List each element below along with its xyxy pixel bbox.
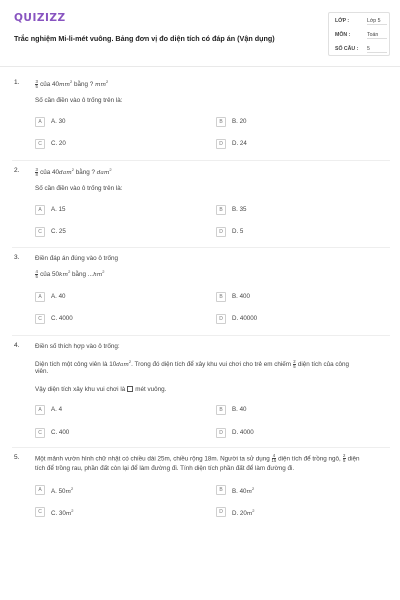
meta-subject — [335, 32, 387, 41]
question-subtext: Số cần điền vào ô trống trên là: — [35, 97, 123, 104]
fraction: $\frac{3}{5}$ — [35, 78, 38, 89]
meta-label: MÔN : — [335, 32, 351, 38]
option-c[interactable]: C C. $30m^2$ — [35, 507, 185, 517]
question-divider — [12, 335, 390, 336]
meta-class — [335, 18, 387, 27]
option-d[interactable]: D D. $20m^2$ — [216, 507, 366, 517]
option-a[interactable]: A A. 4 — [35, 405, 185, 415]
option-c[interactable]: C C. 20 — [35, 139, 185, 149]
question-text: $\frac{3}{8}$ của 40dam$^2$ bằng ? dam$^2$ — [35, 166, 112, 177]
option-b[interactable]: B B. 400 — [216, 292, 366, 302]
question-text: Một mảnh vườn hình chữ nhật có chiều dài 25m, chiều rộng 18m. Người ta sử dụng $\frac{4}{15}$ diện tích để trồng ngô, $\frac{2}{5}$ diện — [35, 453, 360, 464]
question-subtext: $\frac{4}{5}$ của $50km^2$ bằng $...hm^2$ — [35, 268, 105, 279]
option-c[interactable]: C C. 400 — [35, 428, 185, 438]
question-text: $\frac{3}{5}$ của $40mm^2$ bằng ? $mm^2$ — [35, 78, 109, 89]
question-number: 4. — [14, 342, 20, 349]
question-subtext: Số cần điền vào ô trống trên là: — [35, 185, 123, 192]
option-a[interactable]: A A. 30 — [35, 117, 185, 127]
fraction: $\frac{2}{5}$ — [293, 358, 296, 369]
meta-value: Lớp 5 — [367, 18, 387, 25]
question-text-cont: tích để trồng rau, phần đất còn lại để làm đường đi. Tính diện tích phần đất để làm đường đi. — [35, 465, 295, 472]
fraction: $\frac{4}{15}$ — [271, 453, 277, 464]
meta-count — [335, 46, 387, 55]
question-text: Điền số thích hợp vào ô trống: — [35, 343, 120, 350]
meta-label: SỐ CÂU : — [335, 46, 359, 52]
option-b[interactable]: B B. 40 — [216, 405, 366, 415]
question-divider — [12, 447, 390, 448]
fraction: $\frac{3}{8}$ — [35, 166, 38, 177]
option-c[interactable]: C C. 25 — [35, 227, 185, 237]
question-fill-line: Vậy diện tích xây khu vui chơi là mét vuông. — [35, 386, 167, 393]
meta-value: 5 — [367, 46, 387, 53]
question-number: 3. — [14, 254, 20, 261]
option-a[interactable]: A A. 40 — [35, 292, 185, 302]
answer-blank[interactable] — [127, 386, 133, 392]
question-text: Điền đáp án đúng vào ô trống — [35, 255, 118, 262]
fraction: $\frac{4}{5}$ — [35, 268, 38, 279]
question-divider — [12, 247, 390, 248]
option-c[interactable]: C C. 4000 — [35, 314, 185, 324]
option-b[interactable]: B B. $40m^2$ — [216, 485, 366, 495]
option-d[interactable]: D D. 5 — [216, 227, 366, 237]
option-a[interactable]: A A. 15 — [35, 205, 185, 215]
question-number: 1. — [14, 79, 20, 86]
option-d[interactable]: D D. 40000 — [216, 314, 366, 324]
option-a[interactable]: A A. $50m^2$ — [35, 485, 185, 495]
option-b[interactable]: B B. 35 — [216, 205, 366, 215]
option-d[interactable]: D D. 24 — [216, 139, 366, 149]
fraction: $\frac{2}{5}$ — [343, 453, 346, 464]
meta-value: Toán — [367, 32, 387, 39]
option-b[interactable]: B B. 20 — [216, 117, 366, 127]
meta-label: LỚP : — [335, 18, 350, 24]
option-d[interactable]: D D. 4000 — [216, 428, 366, 438]
quizizz-logo: QUIZIZZ — [14, 12, 66, 24]
question-divider — [12, 160, 390, 161]
question-body: Diện tích một công viên là 10dam$^2$. Trong đó diện tích để xây khu vui chơi cho trẻ em chiếm $\frac{2}{5}$ diện tích của công — [35, 358, 350, 369]
worksheet-header — [0, 0, 400, 66]
question-body-cont: viên. — [35, 368, 49, 375]
question-number: 5. — [14, 454, 20, 461]
header-divider — [0, 66, 400, 67]
meta-box — [328, 12, 390, 56]
question-number: 2. — [14, 167, 20, 174]
page-title: Trắc nghiệm Mi-li-mét vuông. Bảng đơn vị đo diện tích có đáp án (Vận dụng) — [14, 34, 275, 43]
